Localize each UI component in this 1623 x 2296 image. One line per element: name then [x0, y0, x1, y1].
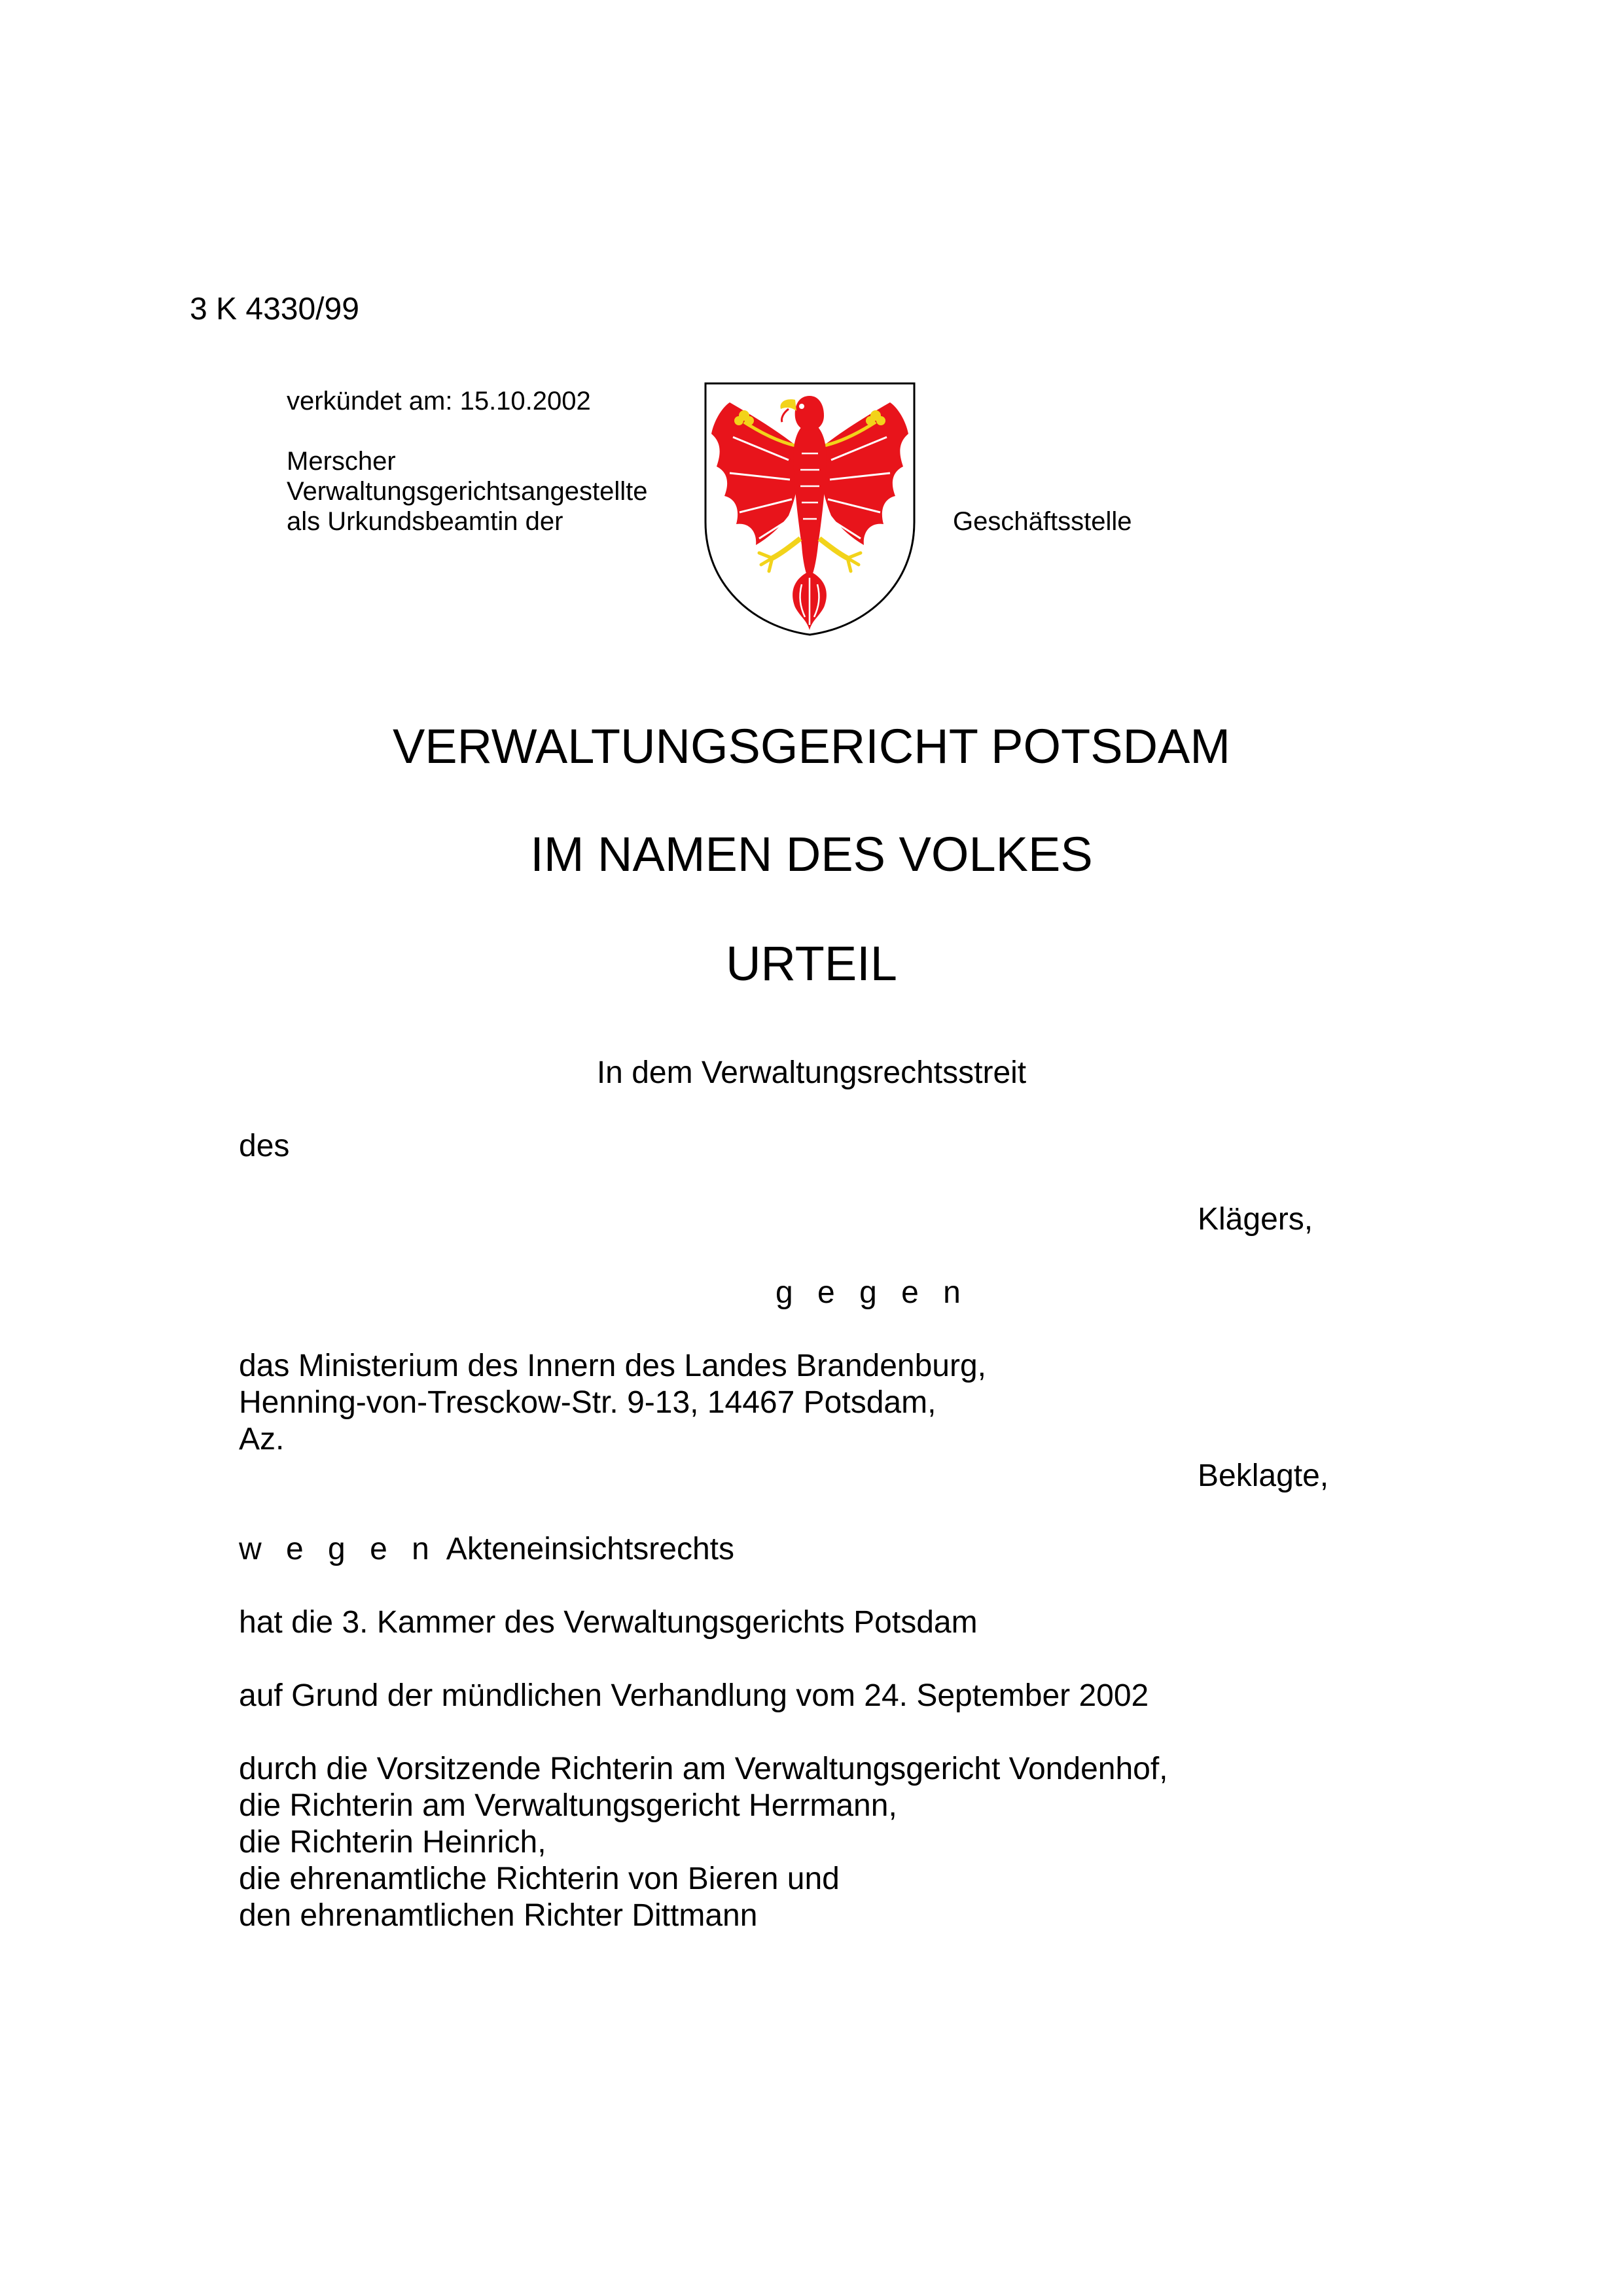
plaintiff-role: Klägers, [1198, 1202, 1313, 1237]
defendant-line: das Ministerium des Innern des Landes Brandenburg, [239, 1349, 987, 1383]
case-number: 3 K 4330/99 [190, 292, 359, 327]
chamber-line: hat die 3. Kammer des Verwaltungsgerichts Potsdam [239, 1605, 978, 1640]
court-title: VERWALTUNGSGERICHT POTSDAM [392, 719, 1231, 773]
announcement-date: verkündet am: 15.10.2002 [287, 387, 591, 415]
defendant-role: Beklagte, [1198, 1458, 1329, 1493]
judge-line: die Richterin Heinrich, [239, 1825, 546, 1860]
brandenburg-eagle-coat-of-arms-icon [704, 381, 916, 637]
clerk-role: als Urkundsbeamtin der [287, 507, 563, 536]
subject-label: w e g e n [239, 1532, 437, 1566]
defendant-line: Az. [239, 1422, 285, 1457]
defendant-block [239, 1348, 986, 1458]
clerk-name: Merscher [287, 447, 396, 476]
judge-line: den ehrenamtlichen Richter Dittmann [239, 1898, 758, 1933]
subject-text: Akteneinsichtsrechts [446, 1532, 734, 1566]
defendant-line: Henning-von-Tresckow-Str. 9-13, 14467 Potsdam, [239, 1385, 936, 1420]
proceedings-intro: In dem Verwaltungsrechtsstreit [596, 1055, 1027, 1090]
people-heading: IM NAMEN DES VOLKES [530, 827, 1093, 881]
judge-line: durch die Vorsitzende Richterin am Verwaltungsgericht Vondenhof, [239, 1752, 1168, 1786]
subject-line [239, 1531, 734, 1568]
judgment-heading: URTEIL [726, 936, 897, 991]
judge-line: die ehrenamtliche Richterin von Bieren und [239, 1862, 840, 1896]
plaintiff-prefix: des [239, 1129, 290, 1163]
judge-line: die Richterin am Verwaltungsgericht Herrmann, [239, 1788, 897, 1823]
hearing-line: auf Grund der mündlichen Verhandlung vom 24. September 2002 [239, 1678, 1149, 1713]
clerk-title: Verwaltungsgerichtsangestellte [287, 477, 648, 506]
versus-label: g e g e n [776, 1275, 969, 1310]
judges-block [239, 1751, 1168, 1934]
clerk-office: Geschäftsstelle [953, 507, 1132, 536]
announcement-block [287, 386, 647, 537]
